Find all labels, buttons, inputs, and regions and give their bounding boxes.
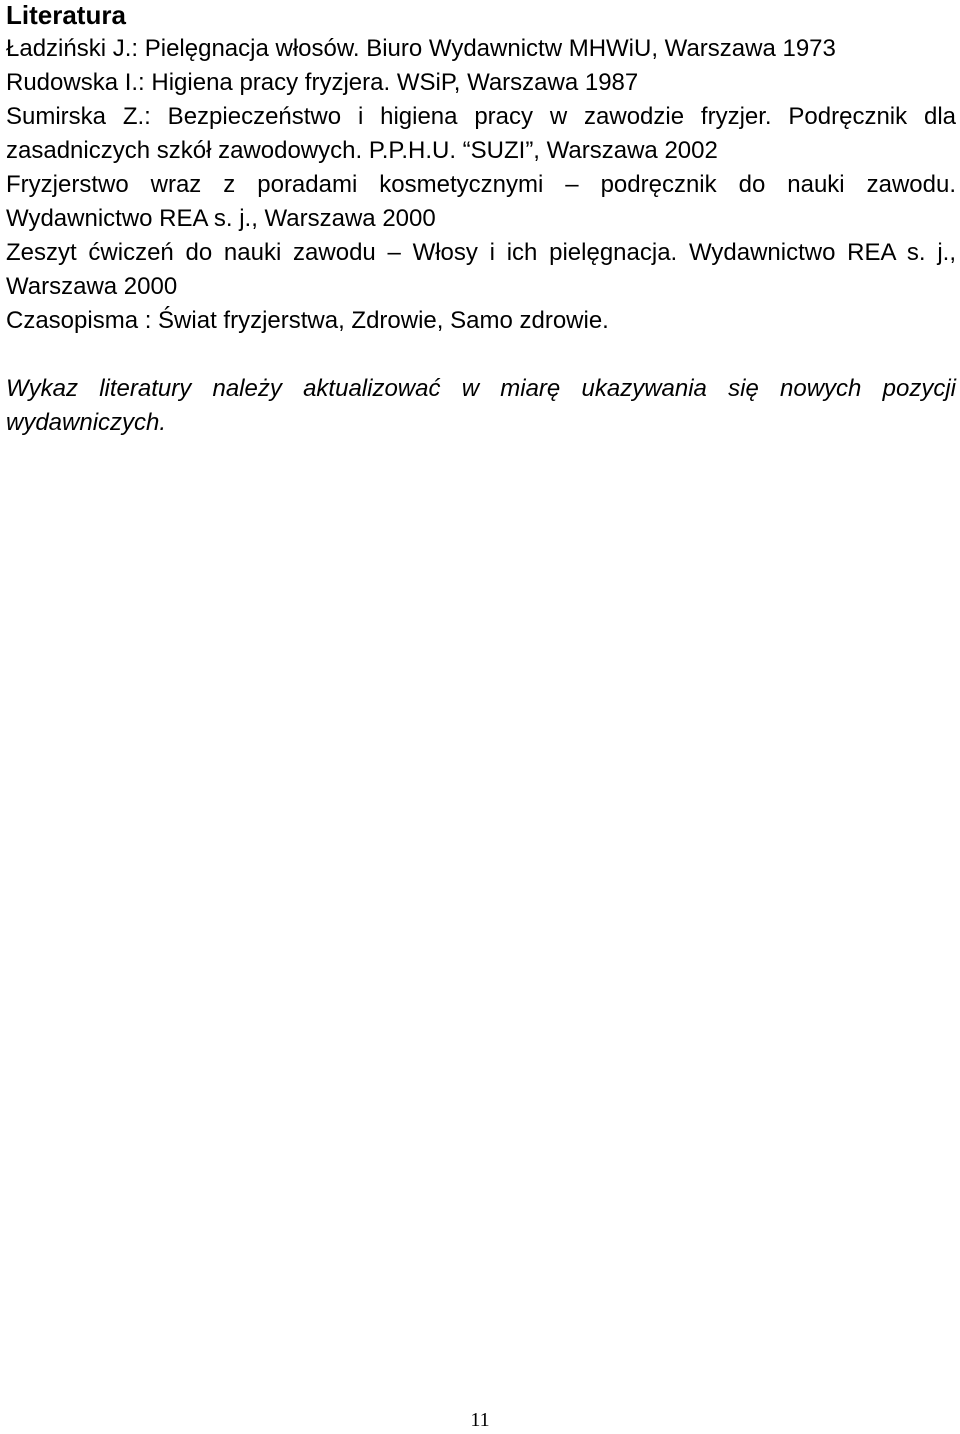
section-heading: Literatura	[6, 0, 126, 30]
page-number: 11	[470, 1409, 490, 1431]
bibliography-list	[6, 32, 956, 338]
bibliography-entry: Fryzjerstwo wraz z poradami kosmetycznymi – podręcznik do nauki zawodu. Wydawnictwo REA s. j., Warszawa 2000	[6, 171, 956, 232]
bibliography-entry: Zeszyt ćwiczeń do nauki zawodu – Włosy i ich pielęgnacja. Wydawnictwo REA s. j., Warszawa 2000	[6, 239, 956, 300]
update-note: Wykaz literatury należy aktualizować w miarę ukazywania się nowych pozycji wydawniczych.	[6, 375, 956, 436]
bibliography-entry: Czasopisma : Świat fryzjerstwa, Zdrowie, Samo zdrowie.	[6, 307, 609, 334]
bibliography-entry: Rudowska I.: Higiena pracy fryzjera. WSiP, Warszawa 1987	[6, 69, 639, 96]
document-page	[6, 0, 956, 440]
bibliography-entry: Ładziński J.: Pielęgnacja włosów. Biuro Wydawnictw MHWiU, Warszawa 1973	[6, 35, 836, 62]
bibliography-entry: Sumirska Z.: Bezpieczeństwo i higiena pracy w zawodzie fryzjer. Podręcznik dla zasadniczych szkół zawodowych. P.P.H.U. “SUZI”, Warszawa 2002	[6, 103, 956, 164]
